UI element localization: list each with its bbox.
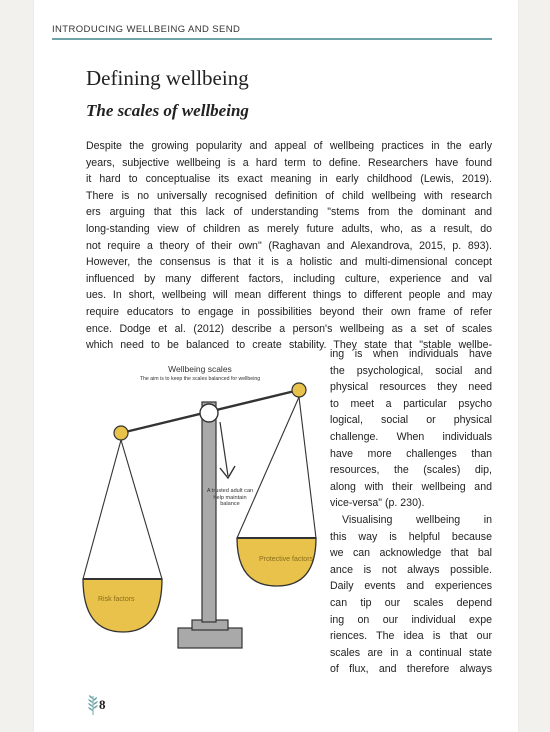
text-line: it hard to conceptualise its exact meaning in early childhood (Lewis, 2019). [86,173,492,186]
text-line: to meet a particular psycho [330,397,492,410]
figure-subtitle: The aim is to keep the scales balanced for wellbeing [139,376,261,382]
scales-illustration [80,360,320,670]
text-line: the psychological, social and [330,364,492,377]
left-string [121,440,162,579]
text-line: There is no universally recognised definition of child wellbeing with research [86,189,492,202]
risk-factors-label: Risk factors [98,596,135,603]
text-line: However, the consensus is that it is a holistic and multi-dimensional concept [86,256,492,269]
text-line: this way is helpful because [330,530,492,543]
body-column-right [330,346,492,678]
text-line: physical resources they need [330,381,492,394]
text-line: ers arguing that this lack of understanding "stems from the dominant and [86,206,492,219]
text-line: ing is when individuals have [330,348,492,360]
text-line: require educators to engage in possibilities beyond their own frame of refer [86,305,492,318]
protective-factors-label: Protective factors [258,556,314,563]
text-line: can tip our scales depend [330,596,492,609]
right-knob-icon [292,383,306,397]
text-line: resources, the (scales) dip, [330,464,492,477]
text-line: Visualising wellbeing in [342,513,492,526]
left-string [83,440,121,579]
figure-title: Wellbeing scales [168,364,232,374]
text-line: ing on our individual expe [330,613,492,626]
scale-base [178,628,242,648]
text-line: ence. Dodge et al. (2012) describe a person's wellbeing as a set of scales [86,322,492,335]
text-line: which need to be balanced to create stability. They state that "stable wellbe- [86,339,492,352]
text-line: riences. The idea is that our [330,630,492,643]
text-line: ance is not always possible. [330,563,492,576]
text-line: of flux, and therefore always [330,663,492,676]
leaf-sprig-icon [88,694,98,716]
trusted-adult-label: A trusted adult can help maintain balance [206,488,254,508]
body-paragraph-top [86,138,492,354]
page-number: 8 [99,697,106,712]
text-line: logical, social or physical [330,414,492,427]
text-line: Daily events and experiences [330,580,492,593]
header-rule [52,38,492,40]
text-line: along with their wellbeing and [330,480,492,493]
text-line: vice-versa" (p. 230). [330,497,425,510]
right-string [299,397,316,538]
pivot-icon [200,404,218,422]
left-pan [83,579,162,632]
scale-pole [202,402,216,622]
section-subtitle: The scales of wellbeing [86,101,249,120]
trusted-adult-arrow [220,422,228,476]
left-knob-icon [114,426,128,440]
text-line: not require a theory of their own" (Raghavan and Alexandrova, 2015, p. 893). [86,239,492,252]
text-line: Despite the growing popularity and appeal of wellbeing practices in the early [86,140,492,152]
wellbeing-scales-figure [80,360,320,670]
text-line: have more challenges than [330,447,492,460]
section-title: Defining wellbeing [86,66,249,90]
text-line: ues. In short, wellbeing will mean different things to different people and may [86,289,492,302]
text-line: years, subjective wellbeing is a hard term to define. Researchers have found [86,156,492,169]
text-line: influenced by many different factors, including culture, experience and val [86,272,492,285]
text-line: scales are in a continual state [330,646,492,659]
text-line: we can acknowledge that bal [330,547,492,560]
running-header: INTRODUCING WELLBEING AND SEND [52,24,241,35]
text-line: challenge. When individuals [330,430,492,443]
text-line: long-standing view of children as merely future adults, who, as a result, do [86,222,492,235]
right-string [237,397,299,538]
